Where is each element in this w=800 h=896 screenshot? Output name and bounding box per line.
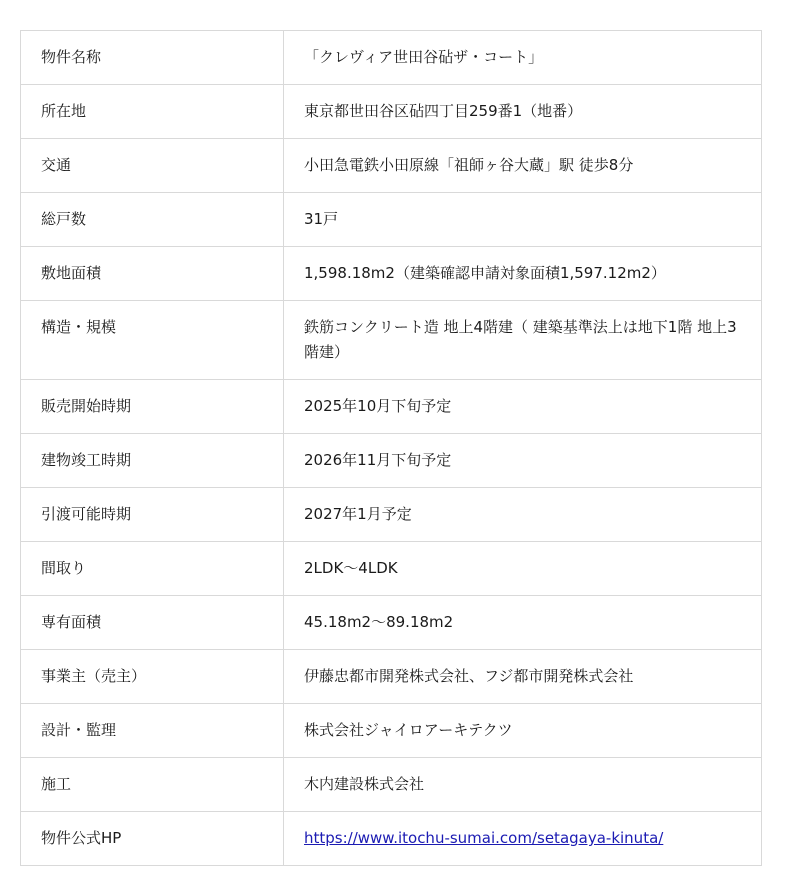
site-area-value: 1,598.18m2（建築確認申請対象面積1,597.12m2）: [284, 247, 762, 301]
row-label: 物件名称: [21, 31, 284, 85]
floor-plan-value: 2LDK〜4LDK: [284, 542, 762, 596]
construction-value: 木内建設株式会社: [284, 758, 762, 812]
row-label: 交通: [21, 139, 284, 193]
row-label: 敷地面積: [21, 247, 284, 301]
floor-area-value: 45.18m2〜89.18m2: [284, 596, 762, 650]
table-row: [21, 488, 762, 542]
table-row: [21, 139, 762, 193]
table-row: [21, 704, 762, 758]
row-label: 専有面積: [21, 596, 284, 650]
access-value: 小田急電鉄小田原線「祖師ヶ谷大蔵」駅 徒歩8分: [284, 139, 762, 193]
table-row: [21, 247, 762, 301]
row-label: 物件公式HP: [21, 812, 284, 866]
row-label: 事業主（売主）: [21, 650, 284, 704]
total-units-value: 31戸: [284, 193, 762, 247]
completion-value: 2026年11月下旬予定: [284, 434, 762, 488]
address-value: 東京都世田谷区砧四丁目259番1（地番）: [284, 85, 762, 139]
design-value: 株式会社ジャイロアーキテクツ: [284, 704, 762, 758]
property-spec-table: [20, 30, 762, 866]
row-label: 総戸数: [21, 193, 284, 247]
table-row: [21, 193, 762, 247]
table-row: [21, 812, 762, 866]
row-label: 構造・規模: [21, 301, 284, 380]
property-name-value: 「クレヴィア世田谷砧ザ・コート」: [284, 31, 762, 85]
row-label: 建物竣工時期: [21, 434, 284, 488]
row-label: 引渡可能時期: [21, 488, 284, 542]
row-label: 設計・監理: [21, 704, 284, 758]
table-row: [21, 758, 762, 812]
table-row: [21, 301, 762, 380]
table-row: [21, 434, 762, 488]
row-label: 間取り: [21, 542, 284, 596]
table-row: [21, 650, 762, 704]
table-row: [21, 31, 762, 85]
row-label: 所在地: [21, 85, 284, 139]
row-label: 販売開始時期: [21, 380, 284, 434]
handover-value: 2027年1月予定: [284, 488, 762, 542]
sales-start-value: 2025年10月下旬予定: [284, 380, 762, 434]
structure-value: 鉄筋コンクリート造 地上4階建（ 建築基準法上は地下1階 地上3階建）: [284, 301, 762, 380]
table-row: [21, 85, 762, 139]
developer-value: 伊藤忠都市開発株式会社、フジ都市開発株式会社: [284, 650, 762, 704]
table-row: [21, 542, 762, 596]
row-label: 施工: [21, 758, 284, 812]
official-site-cell: [284, 812, 762, 866]
table-row: [21, 380, 762, 434]
table-row: [21, 596, 762, 650]
official-site-link[interactable]: https://www.itochu-sumai.com/setagaya-kinuta/: [304, 829, 664, 847]
